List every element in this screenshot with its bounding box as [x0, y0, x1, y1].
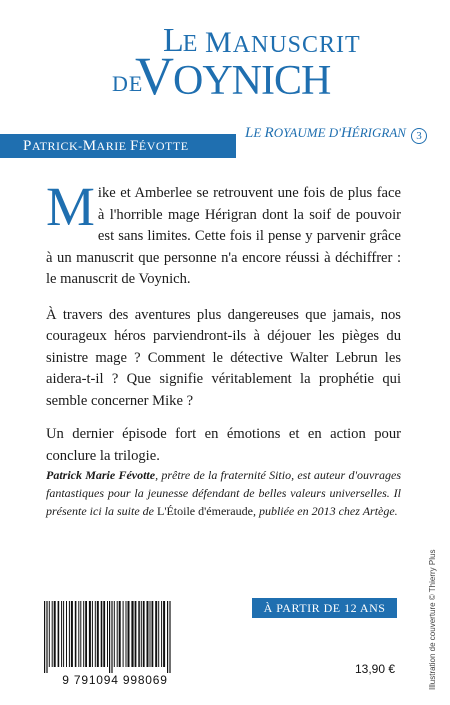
barcode-bar — [49, 601, 50, 667]
title-de: DE — [112, 71, 144, 96]
barcode-bar — [114, 601, 115, 667]
barcode-bar — [141, 601, 142, 667]
barcode-bar — [52, 601, 53, 667]
barcode-bar — [69, 601, 70, 667]
barcode-bar — [63, 601, 64, 667]
barcode-bar — [85, 601, 87, 667]
price: 13,90 € — [355, 662, 396, 676]
title-manuscrit: MANUSCRIT — [205, 26, 361, 59]
barcode-bar — [103, 601, 105, 667]
barcode-bar — [161, 601, 162, 667]
barcode-bar — [54, 601, 56, 667]
book-title — [0, 0, 450, 135]
barcode-bar — [80, 601, 81, 667]
barcode-bar — [119, 601, 121, 667]
barcode-bar — [61, 601, 62, 667]
barcode-bar — [128, 601, 130, 667]
barcode-bar — [83, 601, 84, 667]
barcode-bar — [107, 601, 108, 667]
barcode-bar — [167, 601, 168, 673]
title-le: LE — [163, 22, 197, 59]
blurb-paragraph-3: Un dernier épisode fort en émotions et en action pour conclure la trilogie. — [46, 426, 401, 464]
title-voynich: VOYNICH — [135, 46, 331, 106]
barcode — [40, 601, 190, 689]
illustration-credit: Illustration de couverture © Thierry Plus — [428, 549, 437, 690]
barcode-bar — [101, 601, 103, 667]
barcode-bar — [169, 601, 170, 673]
barcode-bar — [66, 601, 67, 667]
author-name-band: PATRICK-MARIE FÉVOTTE — [0, 134, 236, 158]
back-cover-blurb — [46, 176, 401, 467]
barcode-bar — [75, 601, 77, 667]
barcode-bar — [143, 601, 145, 667]
barcode-bar — [44, 601, 45, 673]
barcode-bar — [46, 601, 47, 673]
volume-number-badge: 3 — [411, 128, 427, 144]
barcode-number: 9 791094 998069 — [62, 673, 168, 687]
barcode-bar — [97, 601, 99, 667]
barcode-bar — [152, 601, 154, 667]
barcode-bars — [40, 601, 190, 673]
author-bio: Patrick Marie Févotte, prêtre de la fraternité Sitio, est auteur d'ouvrages fantastiques pour la jeunesse défendant de belles valeurs universelles. Il présente ici la suite de L'Étoile d'émeraude, publiée en 2013 chez Artège. — [46, 468, 401, 518]
barcode-bar — [155, 601, 157, 667]
barcode-bar — [92, 601, 93, 667]
barcode-bar — [131, 601, 133, 667]
barcode-bar — [58, 601, 60, 667]
barcode-bar — [78, 601, 79, 667]
barcode-bar — [126, 601, 127, 667]
series-subtitle: LE ROYAUME D'HÉRIGRAN 3 — [245, 125, 427, 144]
barcode-bar — [109, 601, 110, 673]
barcode-bar — [150, 601, 151, 667]
barcode-bar — [111, 601, 112, 673]
barcode-bar — [95, 601, 96, 667]
barcode-bar — [117, 601, 118, 667]
barcode-bar — [123, 601, 124, 667]
barcode-bar — [138, 601, 140, 667]
barcode-bar — [158, 601, 159, 667]
barcode-bar — [71, 601, 73, 667]
blurb-paragraph-2: À travers des aventures plus dangereuses que jamais, nos courageux héros parviendront-ils à déjouer les pièges du sinistre mage ? Comment le détective Walter Lebrun les aidera-t-il ? Que signifie véritablement la prophétie qui semble concerner Mike ? — [46, 306, 401, 409]
age-range-band: À PARTIR DE 12 ANS — [252, 598, 397, 618]
drop-cap: M — [46, 176, 95, 237]
blurb-paragraph-1: Mike et Amberlee se retrouvent une fois de plus face à l'horrible mage Hérigran dont la soif de pouvoir est sans limites. Cette fois il pense y parvenir grâce à un manuscrit que personne n'a encore réussi à déchiffrer : le manuscrit de Voynich. — [46, 176, 401, 287]
barcode-bar — [147, 601, 149, 667]
barcode-bar — [135, 601, 137, 667]
barcode-bar — [89, 601, 91, 667]
barcode-bar — [163, 601, 165, 667]
